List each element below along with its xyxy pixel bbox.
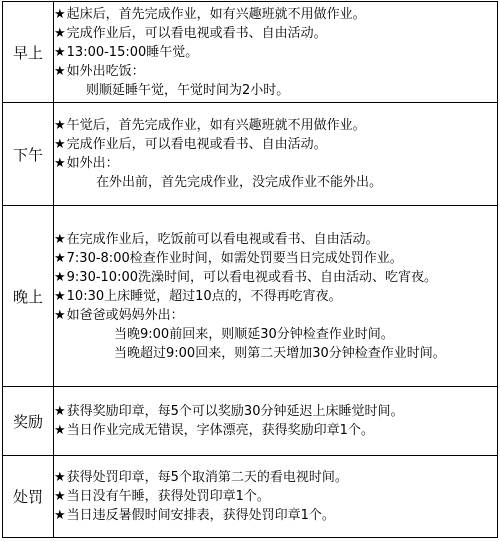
row-label-reward: 奖励 [3,387,54,456]
row-content-morning [54,2,498,103]
star-icon: ★ [54,25,66,41]
list-subitem: 则顺延睡午觉，午觉时间为2小时。 [86,82,290,98]
star-icon: ★ [54,269,66,285]
list-item: ★在完成作业后，吃饭前可以看电视或看书、自由活动。 [54,231,379,247]
star-icon: ★ [54,44,66,60]
list-item: ★13:00-15:00睡午觉。 [54,44,199,60]
star-icon: ★ [54,156,66,171]
list-subitem: 当晚超过9:00回来，则第二天增加30分钟检查作业时间。 [114,345,446,361]
row-label-afternoon: 下午 [3,103,54,206]
star-icon: ★ [54,137,66,152]
row-penalty [3,456,498,538]
row-reward [3,387,498,456]
star-icon: ★ [54,423,66,438]
list-item: ★当日违反暑假时间安排表，获得处罚印章1个。 [54,508,335,523]
list-subitem: 当晚9:00前回来，则顺延30分钟检查作业时间。 [114,326,394,342]
list-item: ★如爸爸或妈妈外出： [54,307,184,323]
schedule-table [2,1,498,538]
star-icon: ★ [54,307,66,323]
row-content-evening [54,206,498,387]
row-morning [3,2,498,103]
star-icon: ★ [54,63,66,79]
star-icon: ★ [54,470,66,485]
list-item: ★完成作业后，可以看电视或看书、自由活动。 [54,25,327,41]
row-content-penalty [54,456,498,538]
row-content-reward [54,387,498,456]
list-item: ★如外出吃饭： [54,63,145,79]
list-item: ★当日没有午睡，获得处罚印章1个。 [54,489,270,504]
row-label-morning: 早上 [3,2,54,103]
star-icon: ★ [54,489,66,504]
star-icon: ★ [54,231,66,247]
row-label-evening: 晚上 [3,206,54,387]
list-item: ★10:30上床睡觉，超过10点的，不得再吃宵夜。 [54,288,342,304]
row-afternoon [3,103,498,206]
star-icon: ★ [54,404,66,419]
list-item: ★午觉后，首先完成作业，如有兴趣班就不用做作业。 [54,118,366,133]
list-item: ★9:30-10:00洗澡时间，可以看电视或看书、自由活动、吃宵夜。 [54,269,438,285]
list-subitem: 在外出前，首先完成作业，没完成作业不能外出。 [96,175,383,190]
row-content-afternoon [54,103,498,206]
row-evening [3,206,498,387]
star-icon: ★ [54,6,66,22]
list-item: ★当日作业完成无错误，字体漂亮，获得奖励印章1个。 [54,423,374,438]
list-item: ★如外出： [54,156,119,171]
star-icon: ★ [54,250,66,266]
list-item: ★完成作业后，可以看电视或看书、自由活动。 [54,137,327,152]
list-item: ★获得奖励印章，每5个可以奖励30分钟延迟上床睡觉时间。 [54,404,404,419]
star-icon: ★ [54,288,66,304]
star-icon: ★ [54,118,66,133]
row-label-penalty: 处罚 [3,456,54,538]
list-item: ★获得处罚印章，每5个取消第二天的看电视时间。 [54,470,348,485]
list-item: ★起床后，首先完成作业，如有兴趣班就不用做作业。 [54,6,366,22]
star-icon: ★ [54,508,66,523]
list-item: ★7:30-8:00检查作业时间，如需处罚要当日完成处罚作业。 [54,250,403,266]
